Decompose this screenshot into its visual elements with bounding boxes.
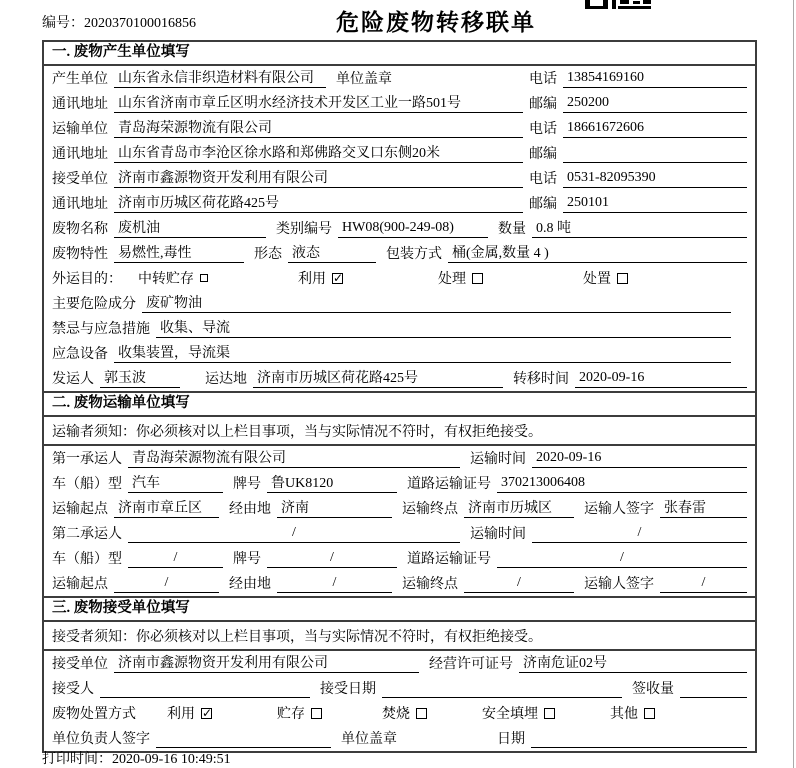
- destination-value: 济南市历城区荷花路425号: [253, 367, 503, 388]
- row-receiver-unit: [44, 166, 755, 191]
- transfer-purpose-label: 外运目的：: [52, 272, 122, 287]
- row-emergency-equipment: [44, 341, 755, 366]
- transporter-address-label: 通讯地址: [52, 147, 108, 162]
- second-carrier-value: /: [128, 525, 460, 543]
- row-producer-unit: [44, 66, 755, 91]
- route-start-label: 运输起点: [52, 502, 108, 517]
- row-shipper: [44, 366, 755, 391]
- transporter-phone-value: 18661672606: [563, 120, 747, 138]
- vehicle-type-value: /: [128, 550, 223, 568]
- route-start-value: 济南市章丘区: [114, 497, 219, 518]
- road-license-label: 道路运输证号: [407, 552, 491, 567]
- route-via-value: 济南: [277, 497, 392, 518]
- purpose-option-utilize: [298, 268, 343, 288]
- checkbox-icon: [617, 273, 628, 284]
- acceptor-label: 接受人: [52, 682, 94, 697]
- taboo-measures-value: 收集、导流: [156, 317, 731, 338]
- first-carrier-label: 第一承运人: [52, 452, 122, 467]
- responsible-signature-label: 单位负责人签字: [52, 732, 150, 747]
- emergency-equipment-value: 收集装置，导流渠: [114, 342, 731, 363]
- row-vehicle-2: [44, 546, 755, 571]
- row-receiver-address: [44, 191, 755, 216]
- serial-value: 2020370100016856: [84, 16, 196, 31]
- row-transporter-unit: [44, 116, 755, 141]
- operating-license-value: 济南危证02号: [519, 652, 747, 673]
- checkbox-label: 利用: [298, 272, 326, 287]
- row-disposal-method: [44, 701, 755, 726]
- unit-seal-label: 单位盖章: [336, 72, 392, 87]
- form-label: 形态: [254, 247, 282, 262]
- hazard-components-value: 废矿物油: [142, 292, 731, 313]
- disposal-method-label: 废物处置方式: [52, 707, 136, 722]
- disposal-option-storage: [277, 703, 322, 723]
- form-value: 液态: [288, 242, 376, 263]
- section-receiver: [44, 596, 755, 751]
- seal-date-value: [531, 730, 747, 748]
- checkbox-label: 中转贮存: [138, 272, 194, 287]
- purpose-option-treat: [438, 268, 483, 288]
- row-vehicle-1: [44, 471, 755, 496]
- second-carrier-label: 第二承运人: [52, 527, 122, 542]
- route-via-label: 经由地: [229, 502, 271, 517]
- producer-address-label: 通讯地址: [52, 97, 108, 112]
- waste-properties-value: 易燃性,毒性: [114, 242, 244, 263]
- first-carrier-value: 青岛海荣源物流有限公司: [128, 447, 460, 468]
- waste-name-value: 废机油: [114, 217, 266, 238]
- checkbox-label: 贮存: [277, 707, 305, 722]
- receiver-notice: 接受者须知：你必须核对以上栏目事项，当与实际情况不符时，有权拒绝接受。: [44, 622, 755, 651]
- receiver-address-value: 济南市历城区荷花路425号: [114, 192, 523, 213]
- section-3-header: 三. 废物接受单位填写: [44, 596, 755, 622]
- acceptor-value: [100, 680, 310, 698]
- vehicle-type-label: 车（船）型: [52, 552, 122, 567]
- carrier-signature-value: 张春雷: [660, 497, 747, 518]
- row-second-carrier: [44, 521, 755, 546]
- transfer-time-label: 转移时间: [513, 372, 569, 387]
- manifest-table: [42, 40, 757, 753]
- disposal-option-incinerate: [382, 703, 427, 723]
- row-transporter-address: [44, 141, 755, 166]
- accept-date-value: [382, 680, 622, 698]
- section-2-header: 二. 废物运输单位填写: [44, 391, 755, 417]
- qr-code-icon: [585, 0, 651, 9]
- section-1-header: 一. 废物产生单位填写: [44, 42, 755, 66]
- carrier-signature-label: 运输人签字: [584, 502, 654, 517]
- checkbox-icon: [472, 273, 483, 284]
- checkbox-label: 其他: [610, 707, 638, 722]
- checkbox-label: 处理: [438, 272, 466, 287]
- checkbox-icon: [332, 273, 343, 284]
- checkbox-label: 安全填埋: [482, 707, 538, 722]
- disposal-option-other: [610, 703, 655, 723]
- accept-date-label: 接受日期: [320, 682, 376, 697]
- transporter-notice: 运输者须知：你必须核对以上栏目事项，当与实际情况不符时，有权拒绝接受。: [44, 417, 755, 446]
- purpose-option-dispose: [583, 268, 628, 288]
- document-header: [0, 0, 796, 40]
- zip-label: 邮编: [529, 147, 557, 162]
- checkbox-icon: [416, 708, 427, 719]
- producer-zip-value: 250200: [563, 95, 747, 113]
- shipper-value: 郭玉波: [100, 367, 180, 388]
- purpose-option-transfer-storage: [138, 268, 208, 288]
- vehicle-type-label: 车（船）型: [52, 477, 122, 492]
- producer-unit-value: 山东省永信非织造材料有限公司: [114, 67, 326, 88]
- quantity-value: 0.8 吨: [532, 217, 747, 238]
- checkbox-label: 焚烧: [382, 707, 410, 722]
- row-waste-properties: [44, 241, 755, 266]
- checkbox-icon: [201, 708, 212, 719]
- producer-phone-value: 13854169160: [563, 70, 747, 88]
- row-producer-address: [44, 91, 755, 116]
- road-license-value: 370213006408: [497, 475, 747, 493]
- received-quantity-value: [680, 680, 747, 698]
- carrier-signature-value: /: [660, 575, 747, 593]
- print-time: [42, 748, 231, 768]
- plate-label: 牌号: [233, 477, 261, 492]
- section-producer: [44, 42, 755, 391]
- category-code-label: 类别编号: [276, 222, 332, 237]
- plate-value: 鲁UK8120: [267, 472, 397, 493]
- transport-time-value: 2020-09-16: [532, 450, 747, 468]
- plate-value: /: [267, 550, 397, 568]
- checkbox-icon: [544, 708, 555, 719]
- disposal-option-utilize: [167, 703, 212, 723]
- row-taboo-measures: [44, 316, 755, 341]
- row-waste-name: [44, 216, 755, 241]
- print-time-label: 打印时间：: [42, 752, 112, 767]
- route-start-label: 运输起点: [52, 577, 108, 592]
- transporter-address-value: 山东省青岛市李沧区徐水路和郑佛路交叉口东侧20米: [114, 142, 523, 163]
- page-right-edge: [793, 0, 794, 768]
- disposal-option-landfill: [482, 703, 555, 723]
- row-acceptor: [44, 676, 755, 701]
- phone-label: 电话: [529, 122, 557, 137]
- transport-time-value: /: [532, 525, 747, 543]
- row-hazard-components: [44, 291, 755, 316]
- page-title: 危险废物转移联单: [336, 10, 536, 35]
- destination-label: 运达地: [205, 372, 247, 387]
- receiver-unit-label: 接受单位: [52, 172, 108, 187]
- seal-date-label: 日期: [497, 732, 525, 747]
- transport-time-label: 运输时间: [470, 452, 526, 467]
- section-transport: [44, 391, 755, 596]
- received-quantity-label: 签收量: [632, 682, 674, 697]
- checkbox-label: 处置: [583, 272, 611, 287]
- route-via-label: 经由地: [229, 577, 271, 592]
- row-first-carrier: [44, 446, 755, 471]
- vehicle-type-value: 汽车: [128, 472, 223, 493]
- checkbox-label: 利用: [167, 707, 195, 722]
- responsible-signature-value: [156, 730, 331, 748]
- receiver-zip-value: 250101: [563, 195, 747, 213]
- route-end-value: 济南市历城区: [464, 497, 574, 518]
- unit-seal-label: 单位盖章: [341, 732, 397, 747]
- category-code-value: HW08(900-249-08): [338, 220, 488, 238]
- route-via-value: /: [277, 575, 392, 593]
- print-time-value: 2020-09-16 10:49:51: [112, 752, 231, 767]
- producer-address-value: 山东省济南市章丘区明水经济技术开发区工业一路501号: [114, 92, 523, 113]
- row-route-2: [44, 571, 755, 596]
- row-accepting-unit: [44, 651, 755, 676]
- road-license-value: /: [497, 550, 747, 568]
- carrier-signature-label: 运输人签字: [584, 577, 654, 592]
- waste-properties-label: 废物特性: [52, 247, 108, 262]
- transfer-time-value: 2020-09-16: [575, 370, 747, 388]
- transporter-unit-label: 运输单位: [52, 122, 108, 137]
- emergency-equipment-label: 应急设备: [52, 347, 108, 362]
- checkbox-icon: [200, 274, 208, 282]
- zip-label: 邮编: [529, 97, 557, 112]
- route-end-value: /: [464, 575, 574, 593]
- transport-time-label: 运输时间: [470, 527, 526, 542]
- accepting-unit-label: 接受单位: [52, 657, 108, 672]
- route-end-label: 运输终点: [402, 577, 458, 592]
- waste-name-label: 废物名称: [52, 222, 108, 237]
- route-start-value: /: [114, 575, 219, 593]
- transporter-zip-value: [563, 145, 747, 163]
- hazard-components-label: 主要危险成分: [52, 297, 136, 312]
- row-route-1: [44, 496, 755, 521]
- row-transfer-purpose: [44, 266, 755, 291]
- checkbox-icon: [644, 708, 655, 719]
- zip-label: 邮编: [529, 197, 557, 212]
- plate-label: 牌号: [233, 552, 261, 567]
- packaging-value: 桶(金属,数量 4 ): [448, 242, 747, 263]
- route-end-label: 运输终点: [402, 502, 458, 517]
- producer-unit-label: 产生单位: [52, 72, 108, 87]
- receiver-phone-value: 0531-82095390: [563, 170, 747, 188]
- accepting-unit-value: 济南市鑫源物资开发利用有限公司: [114, 652, 419, 673]
- phone-label: 电话: [529, 172, 557, 187]
- receiver-address-label: 通讯地址: [52, 197, 108, 212]
- taboo-measures-label: 禁忌与应急措施: [52, 322, 150, 337]
- packaging-label: 包装方式: [386, 247, 442, 262]
- quantity-label: 数量: [498, 222, 526, 237]
- road-license-label: 道路运输证号: [407, 477, 491, 492]
- receiver-unit-value: 济南市鑫源物资开发利用有限公司: [114, 167, 523, 188]
- transporter-unit-value: 青岛海荣源物流有限公司: [114, 117, 523, 138]
- checkbox-icon: [311, 708, 322, 719]
- operating-license-label: 经营许可证号: [429, 657, 513, 672]
- phone-label: 电话: [529, 72, 557, 87]
- shipper-label: 发运人: [52, 372, 94, 387]
- serial-label: 编号：: [42, 16, 84, 31]
